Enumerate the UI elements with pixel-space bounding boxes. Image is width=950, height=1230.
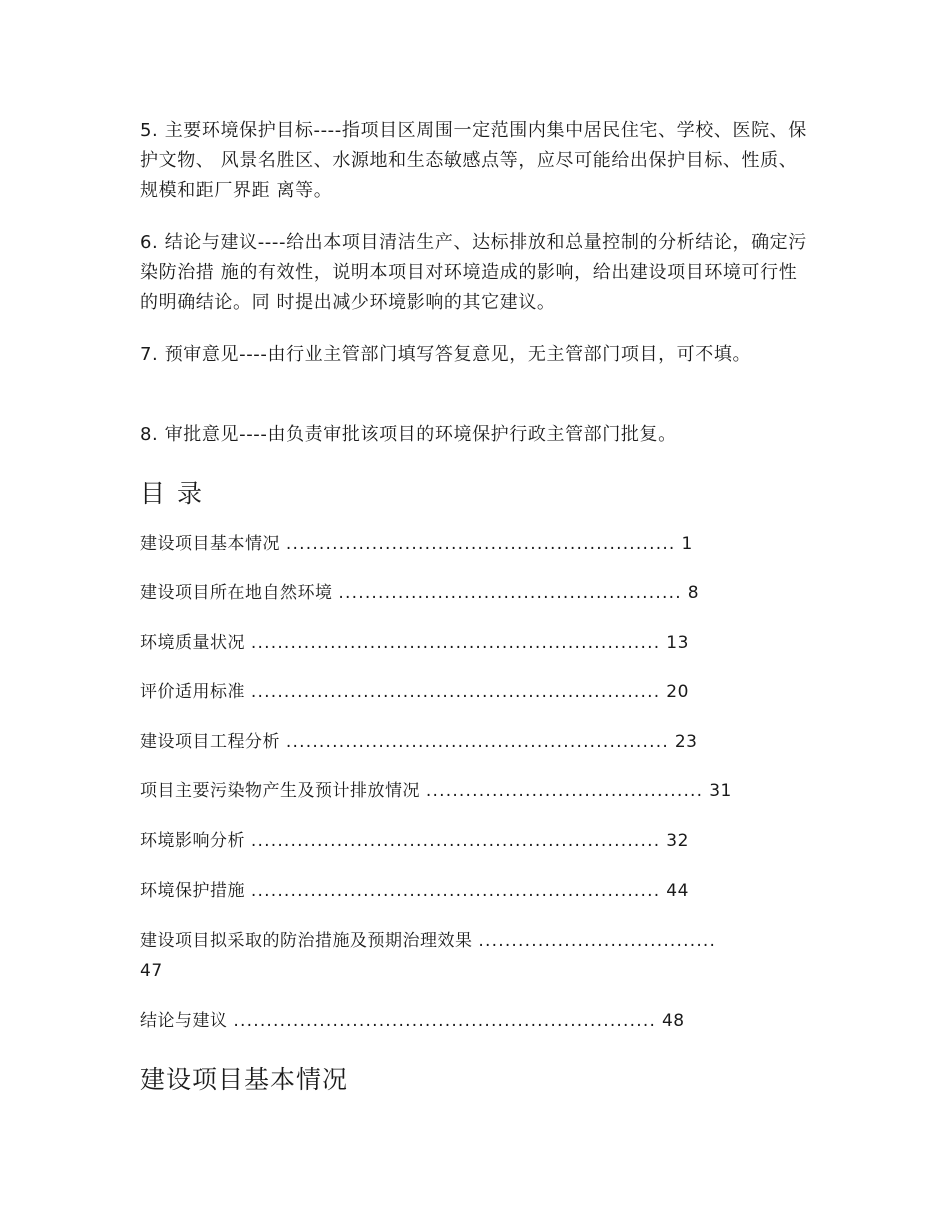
toc-entry-page: 48 xyxy=(661,1011,685,1031)
toc-entry[interactable] xyxy=(140,628,689,658)
intro-item-6: 6. 结论与建议----给出本项目清洁生产、达标排放和总量控制的分析结论，确定污染防治措 施的有效性，说明本项目对环境造成的影响，给出建设项目环境可行性的明确结论。同 时提出减少环境影响的其它建议。 xyxy=(140,232,807,313)
toc-entry-title: 结论与建议 xyxy=(140,1011,228,1031)
section-title: 建设项目基本情况 xyxy=(140,1065,349,1094)
toc-entry-title: 项目主要污染物产生及预计排放情况 xyxy=(140,781,420,801)
toc-entry-title: 环境保护措施 xyxy=(140,881,245,901)
toc-entry[interactable] xyxy=(140,578,699,608)
toc-entry[interactable] xyxy=(140,876,689,906)
toc-entry-page: 47 xyxy=(140,961,163,981)
toc-entry-page: 23 xyxy=(674,732,698,752)
toc-entry-leader: .......................................... xyxy=(425,781,704,801)
toc-entry[interactable] xyxy=(140,926,810,986)
toc-entry-leader: .................................................... xyxy=(338,583,682,603)
intro-item-5: 5. 主要环境保护目标----指项目区周围一定范围内集中居民住宅、学校、医院、保护文物、 风景名胜区、水源地和生态敏感点等，应尽可能给出保护目标、性质、规模和距厂界距 离等。 xyxy=(140,120,807,201)
toc-entry-leader: .................................... xyxy=(478,931,717,951)
toc-entry-page: 13 xyxy=(666,633,689,653)
toc-entry-leader: .............................................................. xyxy=(250,831,661,851)
toc-entry[interactable] xyxy=(140,529,693,559)
toc-entry-title: 建设项目拟采取的防治措施及预期治理效果 xyxy=(140,931,473,951)
toc-entry-leader: ................................................................ xyxy=(233,1011,657,1031)
toc-entry-title: 环境质量状况 xyxy=(140,633,245,653)
toc-entry-leader: .............................................................. xyxy=(250,881,661,901)
toc-entry-title: 建设项目工程分析 xyxy=(140,732,280,752)
toc-entry-page: 8 xyxy=(687,583,700,603)
intro-item-8: 8. 审批意见----由负责审批该项目的环境保护行政主管部门批复。 xyxy=(140,424,677,445)
toc-entry-page: 31 xyxy=(709,781,732,801)
toc-entry-leader: .............................................................. xyxy=(250,633,661,653)
toc-entry[interactable] xyxy=(140,677,689,707)
toc-entry-page: 1 xyxy=(681,534,693,554)
toc-entry-page: 32 xyxy=(666,831,689,851)
toc-entry-leader: .......................................................... xyxy=(285,732,669,752)
toc-entry-page: 20 xyxy=(666,682,689,702)
toc-entry-title: 建设项目基本情况 xyxy=(140,534,280,554)
toc-entry-title: 环境影响分析 xyxy=(140,831,245,851)
intro-item-7: 7. 预审意见----由行业主管部门填写答复意见，无主管部门项目，可不填。 xyxy=(140,344,752,365)
toc-entry[interactable] xyxy=(140,1006,685,1036)
toc-entry[interactable] xyxy=(140,727,697,757)
toc-title: 目 录 xyxy=(140,479,204,508)
toc-entry-leader: .............................................................. xyxy=(250,682,661,702)
toc-entry[interactable] xyxy=(140,826,689,856)
toc-entry-title: 建设项目所在地自然环境 xyxy=(140,583,333,603)
toc-entry-leader: ........................................................... xyxy=(285,534,676,554)
toc-entry-title: 评价适用标准 xyxy=(140,682,245,702)
toc-entry-page: 44 xyxy=(666,881,689,901)
toc-entry[interactable] xyxy=(140,776,732,806)
